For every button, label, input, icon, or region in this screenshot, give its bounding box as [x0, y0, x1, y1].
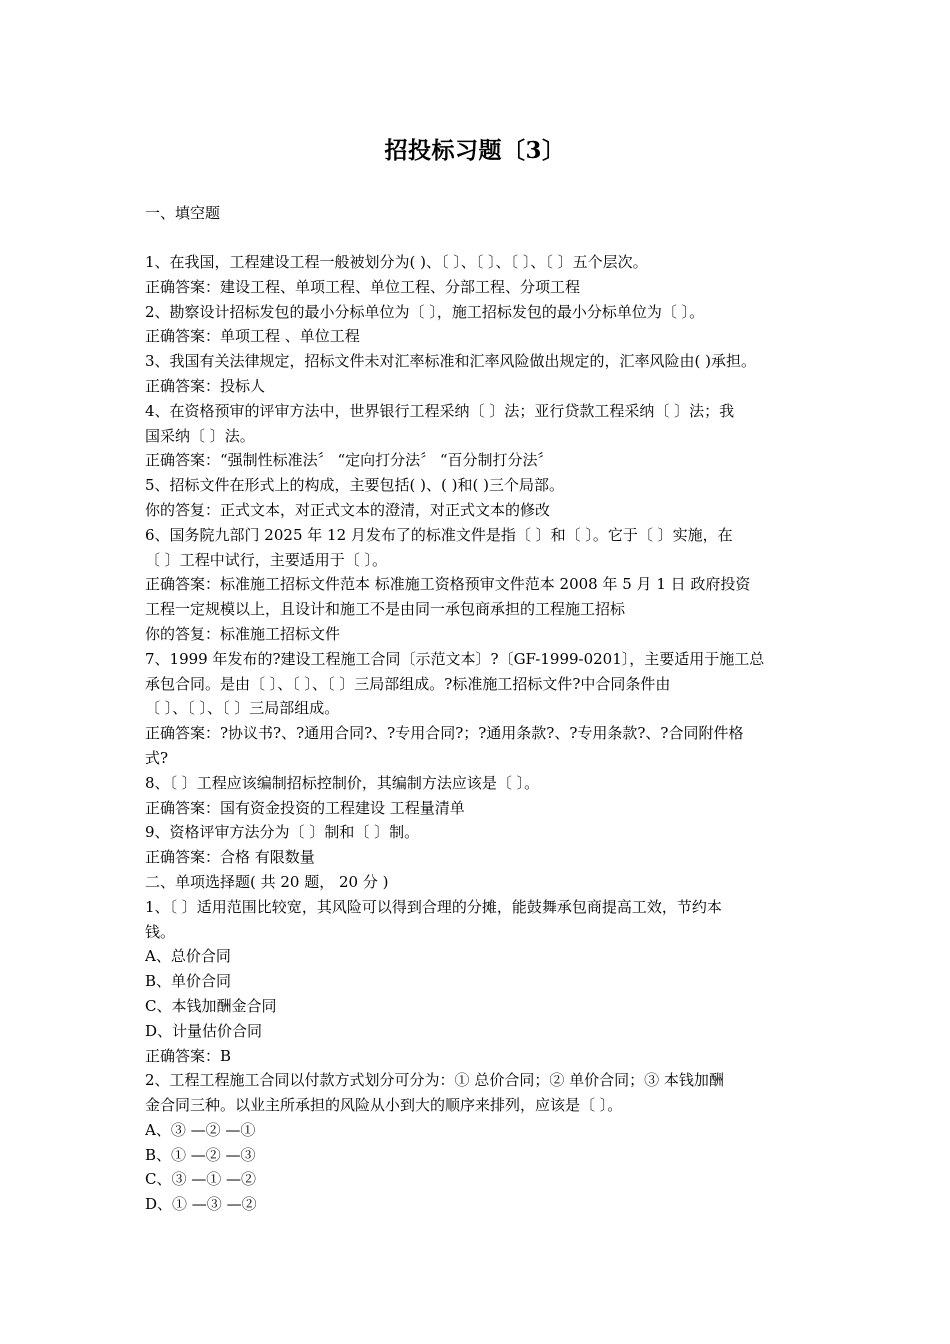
page-title: 招投标习题〔3〕: [384, 137, 566, 164]
document-body: [145, 250, 815, 1217]
text-line: 你的答复：正式文本，对正式文本的澄清，对正式文本的修改: [145, 500, 551, 519]
text-line: 2、勘察设计招标发包的最小分标单位为〔 〕，施工招标发包的最小分标单位为〔 〕。: [145, 302, 705, 321]
text-line: 1、在我国，工程建设工程一般被划分为( )、〔 〕、〔 〕、〔 〕、〔 〕五个层次。: [145, 253, 648, 271]
text-line: 国采纳〔 〕法。: [145, 426, 255, 445]
text-line: 5、招标文件在形式上的构成，主要包括( )、( )和( )三个局部。: [145, 476, 564, 495]
option-line: B、单价合同: [145, 972, 232, 991]
text-line: 〔 〕工程中试行，主要适用于〔 〕。: [145, 550, 388, 569]
text-line: 正确答案：国有资金投资的工程建设 工程量清单: [145, 798, 465, 817]
option-line: D、① —③ —②: [145, 1195, 257, 1214]
text-line: 金合同三种。以业主所承担的风险从小到大的顺序来排列，应该是〔 〕。: [145, 1096, 623, 1115]
text-line: 〔 〕、〔 〕、〔 〕三局部组成。: [145, 699, 340, 718]
text-line: 正确答案：“强制性标准法〞 “定向打分法〞 “百分制打分法〞: [145, 451, 553, 470]
text-line: 正确答案：单项工程 、单位工程: [145, 327, 360, 346]
text-line: 正确答案：投标人: [145, 376, 266, 395]
option-line: C、本钱加酬金合同: [145, 996, 277, 1015]
text-line: 4、在资格预审的评审方法中，世界银行工程采纳〔 〕法；亚行贷款工程采纳〔 〕法；我: [145, 401, 735, 420]
text-line: 6、国务院九部门 2025 年 12 月发布了的标准文件是指〔 〕和〔 〕。它于〔 〕实施，在: [145, 525, 733, 544]
option-line: C、③ —① —②: [145, 1170, 257, 1189]
text-line: 正确答案：合格 有限数量: [145, 848, 315, 867]
option-line: A、总价合同: [145, 947, 231, 966]
section-heading-fill-in: 一、填空题: [145, 204, 221, 222]
text-line: 正确答案：建设工程、单项工程、单位工程、分部工程、分项工程: [145, 277, 581, 296]
text-line: 正确答案：标准施工招标文件范本 标准施工资格预审文件范本 2008 年 5 月 1 日 政府投资: [145, 575, 751, 594]
section-heading-single-choice: 二、单项选择题( 共 20 题， 20 分 ): [145, 872, 389, 891]
text-line: 9、资格评审方法分为〔 〕制和〔 〕制。: [145, 823, 420, 842]
text-line: 1、〔 〕适用范围比较宽，其风险可以得到合理的分摊，能鼓舞承包商提高工效，节约本: [145, 897, 722, 916]
text-line: 3、我国有关法律规定，招标文件未对汇率标准和汇率风险做出规定的，汇率风险由( )承担。: [145, 352, 757, 371]
text-line: 钱。: [145, 922, 176, 941]
text-line: 正确答案：?协议书?、?通用合同?、?专用合同?；?通用条款?、?专用条款?、?合同附件格: [145, 724, 744, 743]
text-line: 你的答复：标准施工招标文件: [145, 624, 341, 643]
text-line: 8、〔 〕工程应该编制招标控制价，其编制方法应该是〔 〕。: [145, 773, 540, 792]
text-line: 工程一定规模以上，且设计和施工不是由同一承包商承担的工程施工招标: [145, 600, 626, 619]
option-line: A、③ —② —①: [145, 1120, 256, 1139]
text-line: 正确答案：B: [145, 1046, 232, 1065]
text-line: 承包合同。是由〔 〕、〔 〕、〔 〕三局部组成。?标准施工招标文件?中合同条件由: [145, 674, 671, 693]
text-line: 式?: [145, 748, 169, 767]
option-line: D、计量估价合同: [145, 1021, 263, 1040]
text-line: 2、工程工程施工合同以付款方式划分可分为：① 总价合同；② 单价合同；③ 本钱加酬: [145, 1071, 724, 1090]
option-line: B、① —② —③: [145, 1145, 256, 1164]
text-line: 7、1999 年发布的?建设工程施工合同〔示范文本〕?〔GF-1999-0201〕，主要适用于施工总: [145, 649, 765, 668]
